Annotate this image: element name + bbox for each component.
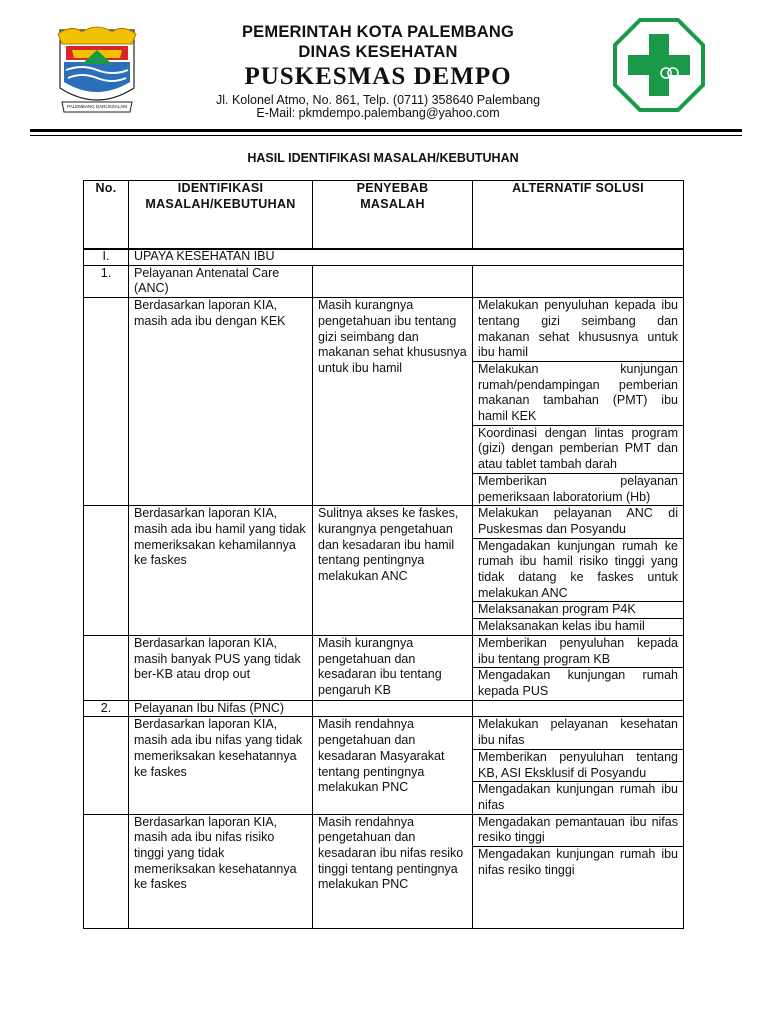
col-cause-line2: MASALAH bbox=[360, 196, 425, 211]
solution-item: Koordinasi dengan lintas program (gizi) dengan pemberian PMT dan atau tablet tambah darah bbox=[473, 426, 683, 474]
col-cause-line1: PENYEBAB bbox=[356, 181, 429, 195]
solution-item: Mengadakan kunjungan rumah ibu nifas bbox=[478, 782, 678, 812]
empty-cell bbox=[473, 265, 684, 297]
col-problem-line2: MASALAH/KEBUTUHAN bbox=[145, 196, 296, 211]
no-cell bbox=[84, 717, 129, 814]
no-cell bbox=[84, 298, 129, 506]
no-cell bbox=[84, 814, 129, 928]
solution-item: Melakukan kunjungan rumah/pendampingan pemberian makanan tambahan (PMT) ibu hamil KEK bbox=[473, 362, 683, 426]
section-no: I. bbox=[84, 249, 129, 266]
section-label: UPAYA KESEHATAN IBU bbox=[129, 249, 684, 266]
header-rule-thin bbox=[30, 135, 742, 136]
header-rule-thick bbox=[30, 129, 742, 132]
col-solution-header: ALTERNATIF SOLUSI bbox=[473, 181, 684, 250]
solution-item: Melaksanakan kelas ibu hamil bbox=[478, 619, 645, 634]
solution-item: Mengadakan pemantauan ibu nifas resiko tinggi bbox=[473, 815, 683, 847]
table-body bbox=[83, 248, 684, 929]
solutions-cell bbox=[473, 717, 684, 814]
cause-cell: Masih rendahnya pengetahuan dan kesadaran Masyarakat tentang pentingnya melakukan PNC bbox=[313, 717, 473, 814]
document-title: HASIL IDENTIFIKASI MASALAH/KEBUTUHAN bbox=[247, 151, 519, 165]
solutions-cell bbox=[473, 814, 684, 928]
solution-item: Memberikan penyuluhan tentang KB, ASI Eksklusif di Posyandu bbox=[473, 750, 683, 782]
problem-cell: Berdasarkan laporan KIA, masih banyak PUS yang tidak ber-KB atau drop out bbox=[129, 635, 313, 700]
subsection-no: 1. bbox=[84, 265, 129, 297]
subsection-label: Pelayanan Ibu Nifas (PNC) bbox=[129, 700, 313, 717]
col-cause-header bbox=[313, 181, 473, 250]
empty-cell bbox=[473, 700, 684, 717]
header-address: Jl. Kolonel Atmo, No. 861, Telp. (0711) 358640 Palembang bbox=[215, 93, 541, 107]
solution-item: Mengadakan kunjungan rumah ke rumah ibu hamil risiko tinggi yang tidak datang ke faskes untuk melakukan ANC bbox=[473, 539, 683, 603]
header-puskesmas: PUSKESMAS DEMPO bbox=[244, 63, 512, 90]
header-department: DINAS KESEHATAN bbox=[298, 43, 458, 61]
puskesmas-cross-logo bbox=[613, 18, 705, 112]
solutions-cell bbox=[473, 635, 684, 700]
solution-item: Memberikan penyuluhan kepada ibu tentang program KB bbox=[473, 636, 683, 668]
table-row bbox=[84, 506, 684, 636]
header-email: E-Mail: pkmdempo.palembang@yahoo.com bbox=[256, 106, 500, 120]
cause-cell: Masih kurangnya pengetahuan ibu tentang gizi seimbang dan makanan sehat khususnya untuk ibu hamil bbox=[313, 298, 473, 506]
table-row bbox=[84, 298, 684, 506]
col-no-header: No. bbox=[84, 181, 129, 250]
table-row bbox=[84, 717, 684, 814]
header-government: PEMERINTAH KOTA PALEMBANG bbox=[241, 23, 515, 41]
cause-cell: Masih rendahnya pengetahuan dan kesadaran ibu nifas resiko tinggi tentang pentingnya melakukan PNC bbox=[313, 814, 473, 928]
table-row bbox=[84, 814, 684, 928]
subsection-label: Pelayanan Antenatal Care (ANC) bbox=[129, 265, 313, 297]
table-row bbox=[84, 635, 684, 700]
solution-item: Mengadakan kunjungan rumah kepada PUS bbox=[478, 668, 678, 698]
solutions-cell bbox=[473, 506, 684, 636]
logo-banner-text: PALEMBANG DARUSSALAM bbox=[67, 104, 127, 109]
subsection-no: 2. bbox=[84, 700, 129, 717]
solution-item: Melakukan pelayanan kesehatan ibu nifas bbox=[473, 717, 683, 749]
empty-cell bbox=[313, 700, 473, 717]
no-cell bbox=[84, 635, 129, 700]
col-problem-header bbox=[129, 181, 313, 250]
city-emblem-logo bbox=[52, 20, 142, 118]
solution-item: Memberikan pelayanan pemeriksaan laboratorium (Hb) bbox=[478, 473, 678, 504]
solution-item: Mengadakan kunjungan rumah ibu nifas resiko tinggi bbox=[478, 847, 678, 877]
table-header bbox=[83, 180, 684, 250]
solutions-cell bbox=[473, 298, 684, 506]
subsection-row bbox=[84, 265, 684, 297]
problem-cell: Berdasarkan laporan KIA, masih ada ibu nifas risiko tinggi yang tidak memeriksakan kesehatannya ke faskes bbox=[129, 814, 313, 928]
solution-item: Melakukan penyuluhan kepada ibu tentang gizi seimbang dan makanan sehat khususnya untuk ibu hamil bbox=[473, 298, 683, 362]
empty-cell bbox=[313, 265, 473, 297]
col-problem-line1: IDENTIFIKASI bbox=[177, 181, 264, 195]
subsection-row bbox=[84, 700, 684, 717]
problem-cell: Berdasarkan laporan KIA, masih ada ibu dengan KEK bbox=[129, 298, 313, 506]
solution-item: Melakukan pelayanan ANC di Puskesmas dan Posyandu bbox=[473, 506, 683, 538]
cause-cell: Sulitnya akses ke faskes, kurangnya pengetahuan dan kesadaran ibu hamil tentang pentingnya melakukan ANC bbox=[313, 506, 473, 636]
cause-cell: Masih kurangnya pengetahuan dan kesadaran ibu tentang pengaruh KB bbox=[313, 635, 473, 700]
problem-cell: Berdasarkan laporan KIA, masih ada ibu nifas yang tidak memeriksakan kesehatannya ke faskes bbox=[129, 717, 313, 814]
solution-item: Melaksanakan program P4K bbox=[473, 602, 683, 619]
problem-cell: Berdasarkan laporan KIA, masih ada ibu hamil yang tidak memeriksakan kehamilannya ke faskes bbox=[129, 506, 313, 636]
no-cell bbox=[84, 506, 129, 636]
section-row bbox=[84, 249, 684, 266]
